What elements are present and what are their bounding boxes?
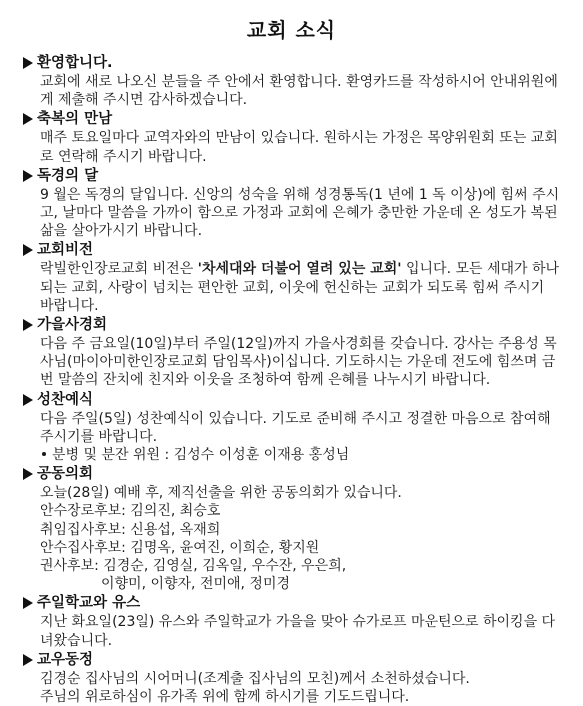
heading-text: 교회비전 bbox=[37, 242, 94, 259]
heading-text: 주일학교와 유스 bbox=[37, 595, 141, 612]
body-text: 주님의 위로하심이 유가족 위에 함께 하시기를 기도드립니다. bbox=[40, 689, 410, 706]
triangle-bullet-icon bbox=[23, 319, 33, 331]
heading-text: 공동의회 bbox=[37, 466, 94, 483]
vision-text-after: 입니다. 모든 세대가 하나되는 교회, 사랑이 넘치는 편안한 교회, 이웃에 헌신하는 교회가 되도록 힘써 주시기 바랍니다. bbox=[40, 261, 560, 314]
vision-motto: '차세대와 더불어 열려 있는 교회' bbox=[197, 261, 402, 278]
section-reading bbox=[22, 166, 562, 241]
heading-text: 축복의 만남 bbox=[37, 111, 113, 128]
section-body bbox=[22, 186, 562, 241]
body-text bbox=[40, 260, 562, 315]
triangle-bullet-icon bbox=[23, 170, 33, 182]
section-body bbox=[22, 613, 562, 649]
triangle-bullet-icon bbox=[23, 113, 33, 125]
page-title: 교회 소식 bbox=[246, 18, 337, 42]
section-body bbox=[22, 129, 562, 165]
triangle-bullet-icon bbox=[23, 597, 33, 609]
section-vision bbox=[22, 240, 562, 315]
section-body bbox=[22, 73, 562, 109]
section-revival bbox=[22, 315, 562, 390]
heading-text: 환영합니다. bbox=[37, 55, 113, 71]
candidate-elders: 안수장로후보: 김의진, 최승호 bbox=[40, 503, 221, 520]
body-text: 9 월은 독경의 달입니다. 신앙의 성숙을 위해 성경통독(1 년에 1 독 이상)에 힘써 주시고, 날마다 말씀을 가까이 함으로 가정과 교회에 은혜가 충만한 가운데 온 성도가 복된 삶을 살아가시기 바랍니다. bbox=[40, 186, 560, 240]
heading-text: 가을사경회 bbox=[37, 317, 108, 334]
candidate-installed-deacons: 취임집사후보: 신용섭, 옥재희 bbox=[40, 521, 221, 538]
section-heading bbox=[22, 390, 562, 410]
section-heading bbox=[22, 464, 562, 484]
heading-text: 성찬예식 bbox=[37, 391, 94, 408]
section-heading bbox=[22, 53, 562, 73]
section-body bbox=[22, 410, 562, 465]
triangle-bullet-icon bbox=[23, 394, 33, 406]
section-heading bbox=[22, 240, 562, 260]
triangle-bullet-icon bbox=[23, 57, 33, 69]
section-blessing bbox=[22, 109, 562, 165]
news-list bbox=[22, 53, 562, 706]
section-heading bbox=[22, 166, 562, 186]
section-sunday-school bbox=[22, 593, 562, 649]
section-body bbox=[22, 670, 562, 706]
candidate-deaconesses-cont: 이향미, 이향자, 전미애, 정미경 bbox=[101, 576, 290, 593]
candidate-deaconesses: 권사후보: 김경순, 김영실, 김옥일, 우수잔, 우은희, bbox=[40, 558, 347, 575]
section-body bbox=[22, 484, 562, 593]
communion-servers bbox=[40, 446, 562, 464]
heading-text: 교우동정 bbox=[37, 651, 94, 668]
body-text: 김경순 집사님의 시어머니(조계출 집사님의 모친)께서 소천하셨습니다. bbox=[40, 670, 470, 687]
body-text: 다음 주일(5일) 성찬예식이 있습니다. 기도로 준비해 주시고 정결한 마음으로 참여해 주시기를 바랍니다. bbox=[40, 410, 551, 445]
section-heading bbox=[22, 315, 562, 335]
triangle-bullet-icon bbox=[23, 244, 33, 256]
triangle-bullet-icon bbox=[23, 654, 33, 666]
triangle-bullet-icon bbox=[23, 468, 33, 480]
section-heading bbox=[22, 109, 562, 129]
vision-text-before: 락빌한인장로교회 비전은 bbox=[40, 261, 198, 278]
candidate-ordained-deacons: 안수집사후보: 김명옥, 윤여진, 이희순, 황지원 bbox=[40, 539, 320, 556]
section-heading bbox=[22, 593, 562, 613]
servers-text: 분병 및 분잔 위원 : 김성수 이성훈 이재용 홍성님 bbox=[52, 447, 350, 464]
heading-text: 독경의 달 bbox=[37, 167, 99, 184]
section-body bbox=[22, 335, 562, 390]
body-text: 오늘(28일) 예배 후, 제직선출을 위한 공동의회가 있습니다. bbox=[40, 485, 402, 502]
body-text: 매주 토요일마다 교역자와의 만남이 있습니다. 원하시는 가정은 목양위원회 또는 교회로 연락해 주시기 바랍니다. bbox=[40, 130, 558, 165]
section-members bbox=[22, 650, 562, 706]
dot-bullet-icon bbox=[42, 452, 46, 456]
section-heading bbox=[22, 650, 562, 670]
section-communion bbox=[22, 390, 562, 465]
body-text: 지난 화요일(23일) 유스와 주일학교가 가을을 맞아 슈가로프 마운틴으로 하이킹을 다녀왔습니다. bbox=[40, 614, 556, 649]
section-welcome bbox=[22, 53, 562, 109]
body-text: 교회에 새로 나오신 분들을 주 안에서 환영합니다. 환영카드를 작성하시어 안내위원에게 제출해 주시면 감사하겠습니다. bbox=[40, 74, 558, 109]
section-congregation bbox=[22, 464, 562, 593]
section-body bbox=[22, 260, 562, 315]
body-text: 다음 주 금요일(10일)부터 주일(12일)까지 가을사경회를 갖습니다. 강사는 주용성 목사님(마이아미한인장로교회 담임목사)이십니다. 기도하시는 가운데 전도에 힘쓰며 금번 말씀의 잔치에 친지와 이웃을 조청하여 함께 은혜를 나누시기 바랍니다. bbox=[40, 336, 557, 389]
